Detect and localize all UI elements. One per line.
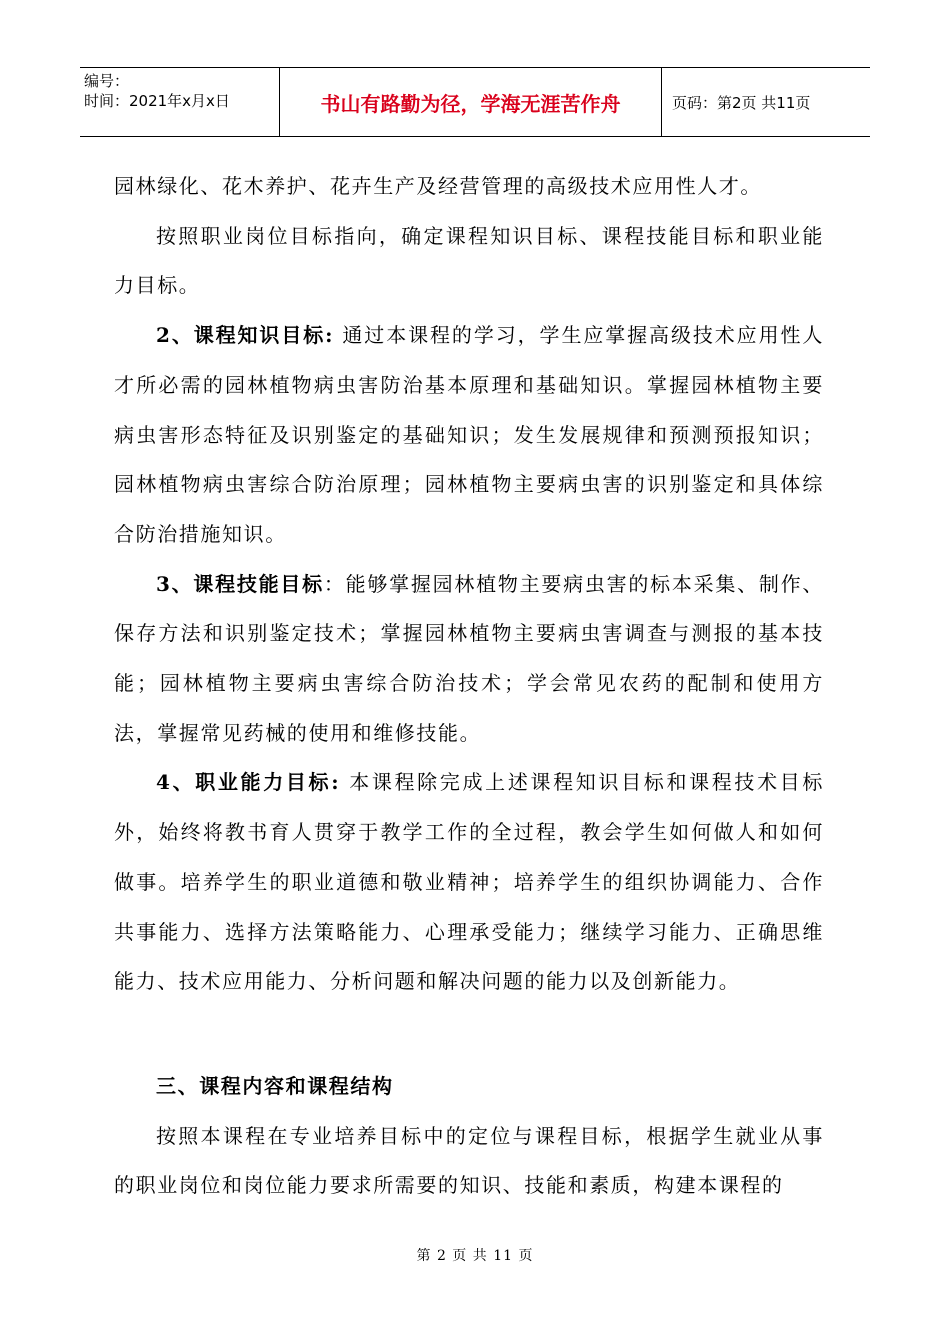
section-spacer (114, 1007, 824, 1062)
knowledge-goal-text: 通过本课程的学习，学生应掌握高级技术应用性人才所必需的园林植物病虫害防治基本原理和基础知识。掌握园林植物主要病虫害形态特征及识别鉴定的基础知识；发生发展规律和预测预报知识；园林植物病虫害综合防治原理；园林植物主要病虫害的识别鉴定和具体综合防治措施知识。 (114, 323, 824, 546)
paragraph-ability-goal (114, 758, 824, 1007)
header-motto: 书山有路勤为径，学海无涯苦作舟 (280, 68, 662, 136)
knowledge-goal-heading: 2、课程知识目标: (156, 323, 335, 348)
document-time-label: 时间：2021年x月x日 (84, 92, 230, 110)
document-number-label: 编号： (84, 72, 130, 90)
paragraph-2: 按照职业岗位目标指向，确定课程知识目标、课程技能目标和职业能力目标。 (114, 223, 824, 298)
document-body (114, 162, 824, 1211)
paragraph-knowledge-goal (114, 311, 824, 560)
skill-goal-text: ：能够掌握园林植物主要病虫害的标本采集、制作、保存方法和识别鉴定技术；掌握园林植物主要病虫害调查与测报的基本技能；园林植物主要病虫害综合防治技术；学会常见农药的配制和使用方法，掌握常见药械的使用和维修技能。 (114, 571, 824, 745)
skill-goal-heading: 3、课程技能目标 (156, 571, 324, 596)
paragraph-skill-goal (114, 560, 824, 759)
page-footer: 第 2 页 共 11 页 (416, 1248, 534, 1264)
section-title: 三、课程内容和课程结构 (156, 1073, 394, 1098)
ability-goal-text: 本课程除完成上述课程知识目标和课程技术目标外，始终将教书育人贯穿于教学工作的全过程，教会学生如何做人和如何做事。培养学生的职业道德和敬业精神；培养学生的组织协调能力、合作共事能力、选择方法策略能力、心理承受能力；继续学习能力、正确思维能力、技术应用能力、分析问题和解决问题的能力以及创新能力。 (114, 770, 825, 994)
header-page-info: 页码：第2页 共11页 (672, 93, 811, 112)
page-header (80, 67, 870, 137)
header-meta (80, 68, 280, 136)
ability-goal-heading: 4、职业能力目标: (156, 770, 341, 795)
paragraph-1: 园林绿化、花木养护、花卉生产及经营管理的高级技术应用性人才。 (114, 174, 762, 198)
paragraph-6: 按照本课程在专业培养目标中的定位与课程目标，根据学生就业从事的职业岗位和岗位能力要求所需要的知识、技能和素质，构建本课程的 (114, 1123, 824, 1198)
